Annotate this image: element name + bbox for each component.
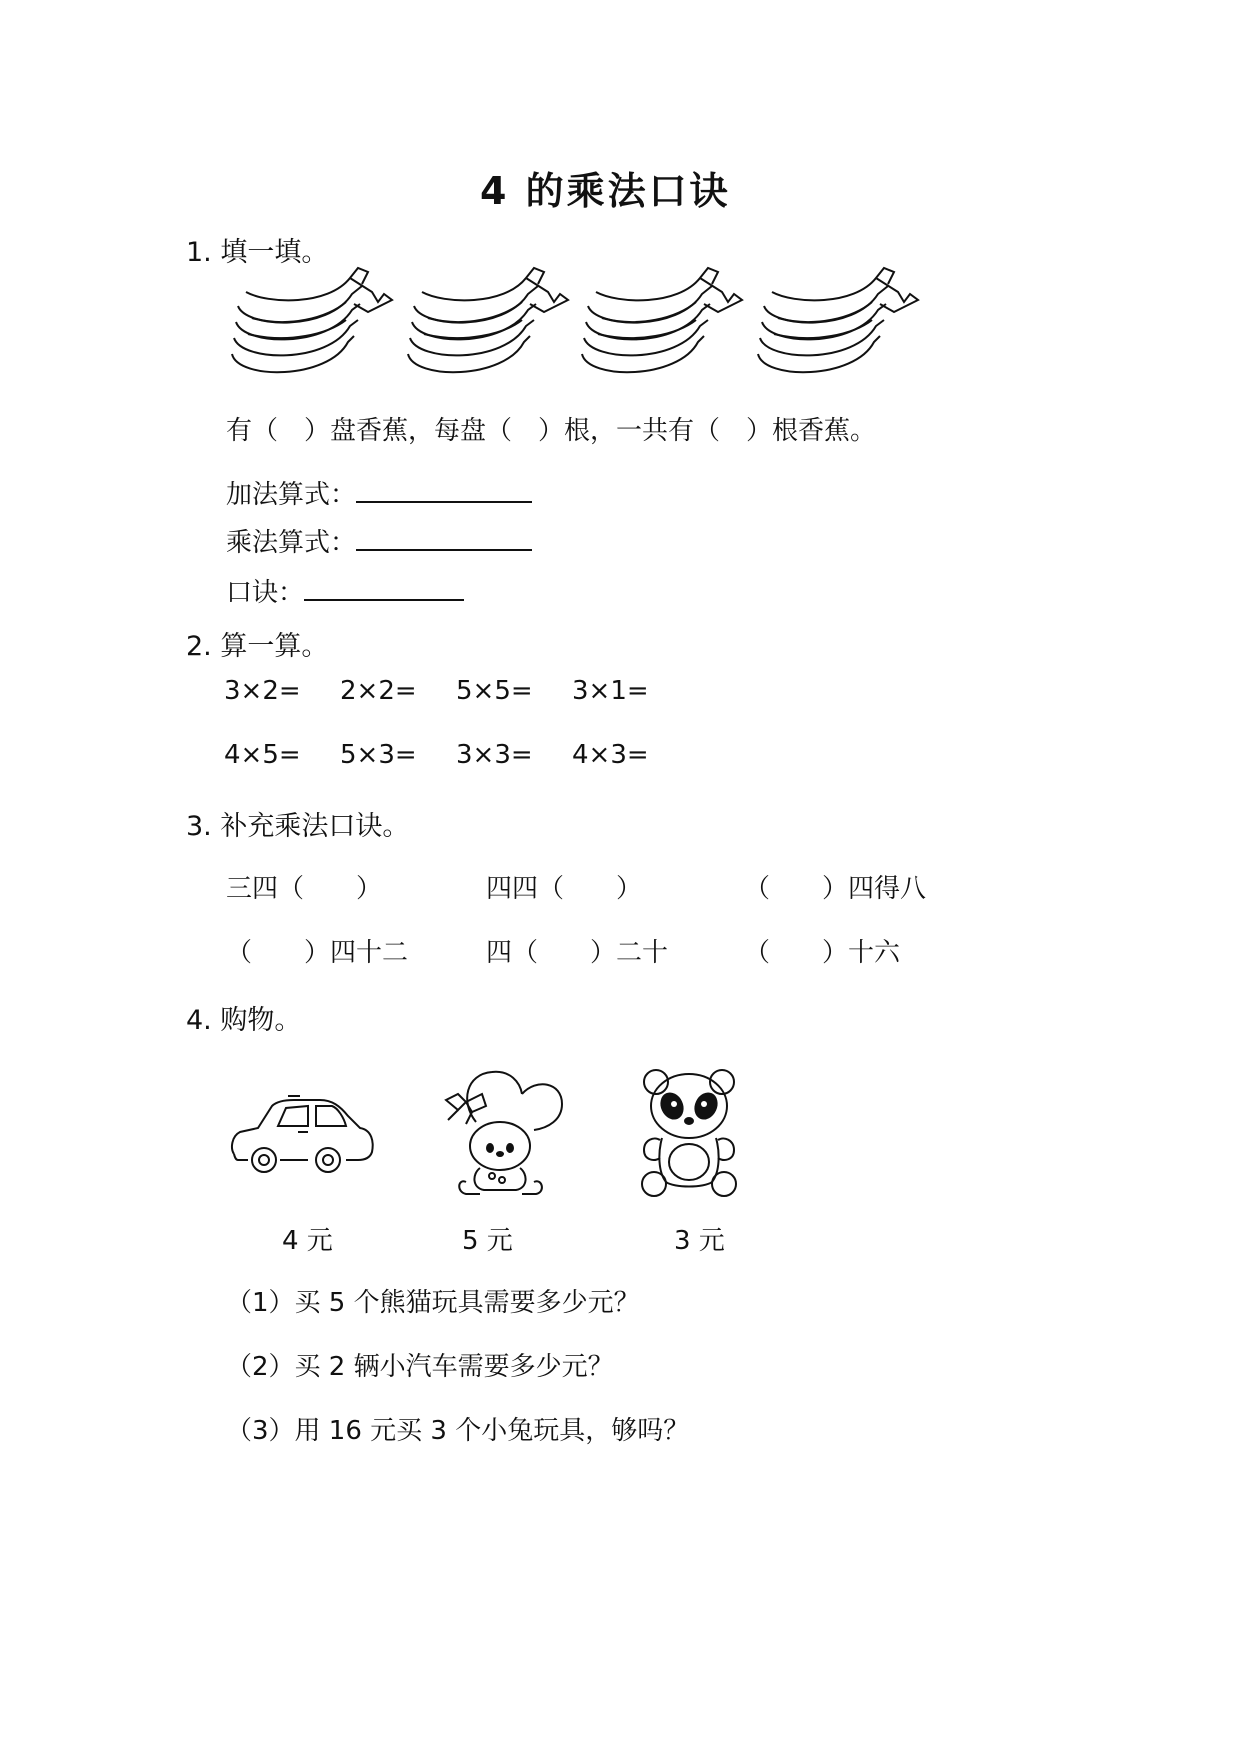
subquestion-2: （2）买 2 辆小汽车需要多少元？ bbox=[226, 1352, 614, 1382]
multiplication-row bbox=[226, 522, 532, 559]
calc-item: 4×5= bbox=[224, 740, 301, 770]
panda-toy-icon bbox=[640, 1066, 738, 1200]
banana-bunch-icon bbox=[578, 262, 748, 382]
page-title: 4 的乘法口诀 bbox=[480, 169, 731, 213]
banana-bunch-icon bbox=[754, 262, 924, 382]
question-1-sentence: 有（ ）盘香蕉，每盘（ ）根，一共有（ ）根香蕉。 bbox=[226, 416, 877, 446]
rhyme-item: （ ）十六 bbox=[744, 938, 901, 968]
price-panda: 3 元 bbox=[674, 1226, 725, 1256]
subquestion-3: （3）用 16 元买 3 个小兔玩具，够吗？ bbox=[226, 1416, 690, 1446]
rhyme-item: 四（ ）二十 bbox=[486, 938, 669, 968]
rhyme-item: 四四（ ） bbox=[486, 874, 643, 904]
question-2-heading: 2. 算一算。 bbox=[186, 631, 329, 662]
calc-item: 4×3= bbox=[572, 740, 649, 770]
price-car: 4 元 bbox=[282, 1226, 333, 1256]
rhyme-answer-blank[interactable] bbox=[304, 573, 464, 601]
subquestion-1: （1）买 5 个熊猫玩具需要多少元？ bbox=[226, 1288, 640, 1318]
rhyme-item: （ ）四得八 bbox=[744, 874, 927, 904]
question-3-heading: 3. 补充乘法口诀。 bbox=[186, 811, 410, 842]
rhyme-label: 口诀： bbox=[226, 578, 305, 608]
addition-label: 加法算式： bbox=[226, 480, 357, 510]
multiplication-answer-blank[interactable] bbox=[356, 523, 532, 551]
addition-answer-blank[interactable] bbox=[356, 475, 532, 503]
question-1-heading: 1. 填一填。 bbox=[186, 237, 329, 268]
price-bunny: 5 元 bbox=[462, 1226, 513, 1256]
toy-car-icon bbox=[228, 1092, 376, 1178]
calc-item: 5×5= bbox=[456, 676, 533, 706]
question-4-heading: 4. 购物。 bbox=[186, 1005, 302, 1036]
calc-item: 5×3= bbox=[340, 740, 417, 770]
multiplication-label: 乘法算式： bbox=[226, 528, 357, 558]
rhyme-row bbox=[226, 572, 464, 609]
addition-row bbox=[226, 474, 532, 511]
rhyme-item: 三四（ ） bbox=[226, 874, 383, 904]
rhyme-item: （ ）四十二 bbox=[226, 938, 409, 968]
calc-item: 2×2= bbox=[340, 676, 417, 706]
banana-bunch-icon bbox=[228, 262, 398, 382]
bunny-toy-icon bbox=[436, 1064, 566, 1198]
calc-item: 3×1= bbox=[572, 676, 649, 706]
banana-bunch-icon bbox=[404, 262, 574, 382]
calc-item: 3×3= bbox=[456, 740, 533, 770]
calc-item: 3×2= bbox=[224, 676, 301, 706]
